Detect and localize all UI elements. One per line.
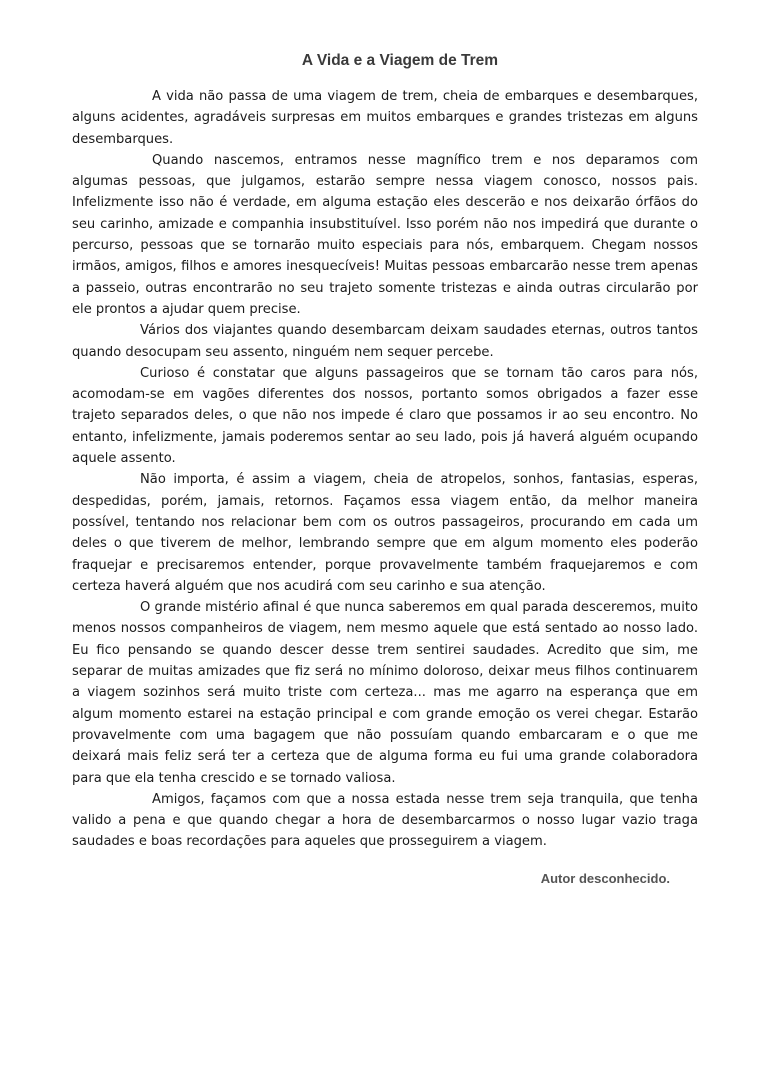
paragraph-2: Quando nascemos, entramos nesse magnífico trem e nos deparamos com algumas pessoas, que julgamos, estarão sempre nessa viagem conosco, nossos pais. Infelizmente isso não é verdade, em alguma estação eles descerão e nos deixarão órfãos do seu carinho, amizade e companhia insubstituível. Isso porém não nos impedirá que durante o percurso, pessoas que se tornarão muito especiais para nós, embarquem. Chegam nossos irmãos, amigos, filhos e amores inesquecíveis! Muitas pessoas embarcarão nesse trem apenas a passeio, outras encontrarão no seu trajeto somente tristezas e ainda outras circularão por ele prontos a ajudar quem precise. [72,152,698,317]
document-body [72,86,698,853]
paragraph-7: Amigos, façamos com que a nossa estada nesse trem seja tranquila, que tenha valido a pena e que quando chegar a hora de desembarcarmos o nosso lugar vazio traga saudades e boas recordações para aqueles que prosseguirem a viagem. [72,791,698,850]
paragraph-4: Curioso é constatar que alguns passageiros que se tornam tão caros para nós, acomodam-se em vagões diferentes dos nossos, portanto somos obrigados a fazer esse trajeto separados deles, o que não nos impede é claro que possamos ir ao seu encontro. No entanto, infelizmente, jamais poderemos sentar ao seu lado, pois já haverá alguém ocupando aquele assento. [72,365,698,467]
paragraph-1: A vida não passa de uma viagem de trem, cheia de embarques e desembarques, alguns acidentes, agradáveis surpresas em muitos embarques e grandes tristezas em alguns desembarques. [72,89,698,147]
paragraph-6: O grande mistério afinal é que nunca saberemos em qual parada desceremos, muito menos nossos companheiros de viagem, nem mesmo aquele que está sentado ao nosso lado. Eu fico pensando se quando descer desse trem sentirei saudades. Acredito que sim, me separar de muitas amizades que fiz será no mínimo doloroso, deixar meus filhos continuarem a viagem sozinhos será muito triste com certeza... mas me agarro na esperança que em algum momento estarei na estação principal e com grande emoção os verei chegar. Estarão provavelmente com uma bagagem que não possuíam quando embarcaram e o que me deixará mais feliz será ter a certeza que de alguma forma eu fui uma grande colaboradora para que ela tenha crescido e se tornado valiosa. [72,600,698,786]
document-page [72,52,698,886]
paragraph-3: Vários dos viajantes quando desembarcam deixam saudades eternas, outros tantos quando desocupam seu assento, ninguém nem sequer percebe. [72,323,698,360]
paragraph-5: Não importa, é assim a viagem, cheia de atropelos, sonhos, fantasias, esperas, despedidas, porém, jamais, retornos. Façamos essa viagem então, da melhor maneira possível, tentando nos relacionar bem com os outros passageiros, procurando em cada um deles o que tiverem de melhor, lembrando sempre que em algum momento eles poderão fraquejar e precisaremos entender, porque provavelmente também fraquejaremos e com certeza haverá alguém que nos acudirá com seu carinho e sua atenção. [72,472,698,594]
author-signature: Autor desconhecido. [540,870,670,886]
document-title: A Vida e a Viagem de Trem [301,52,499,69]
